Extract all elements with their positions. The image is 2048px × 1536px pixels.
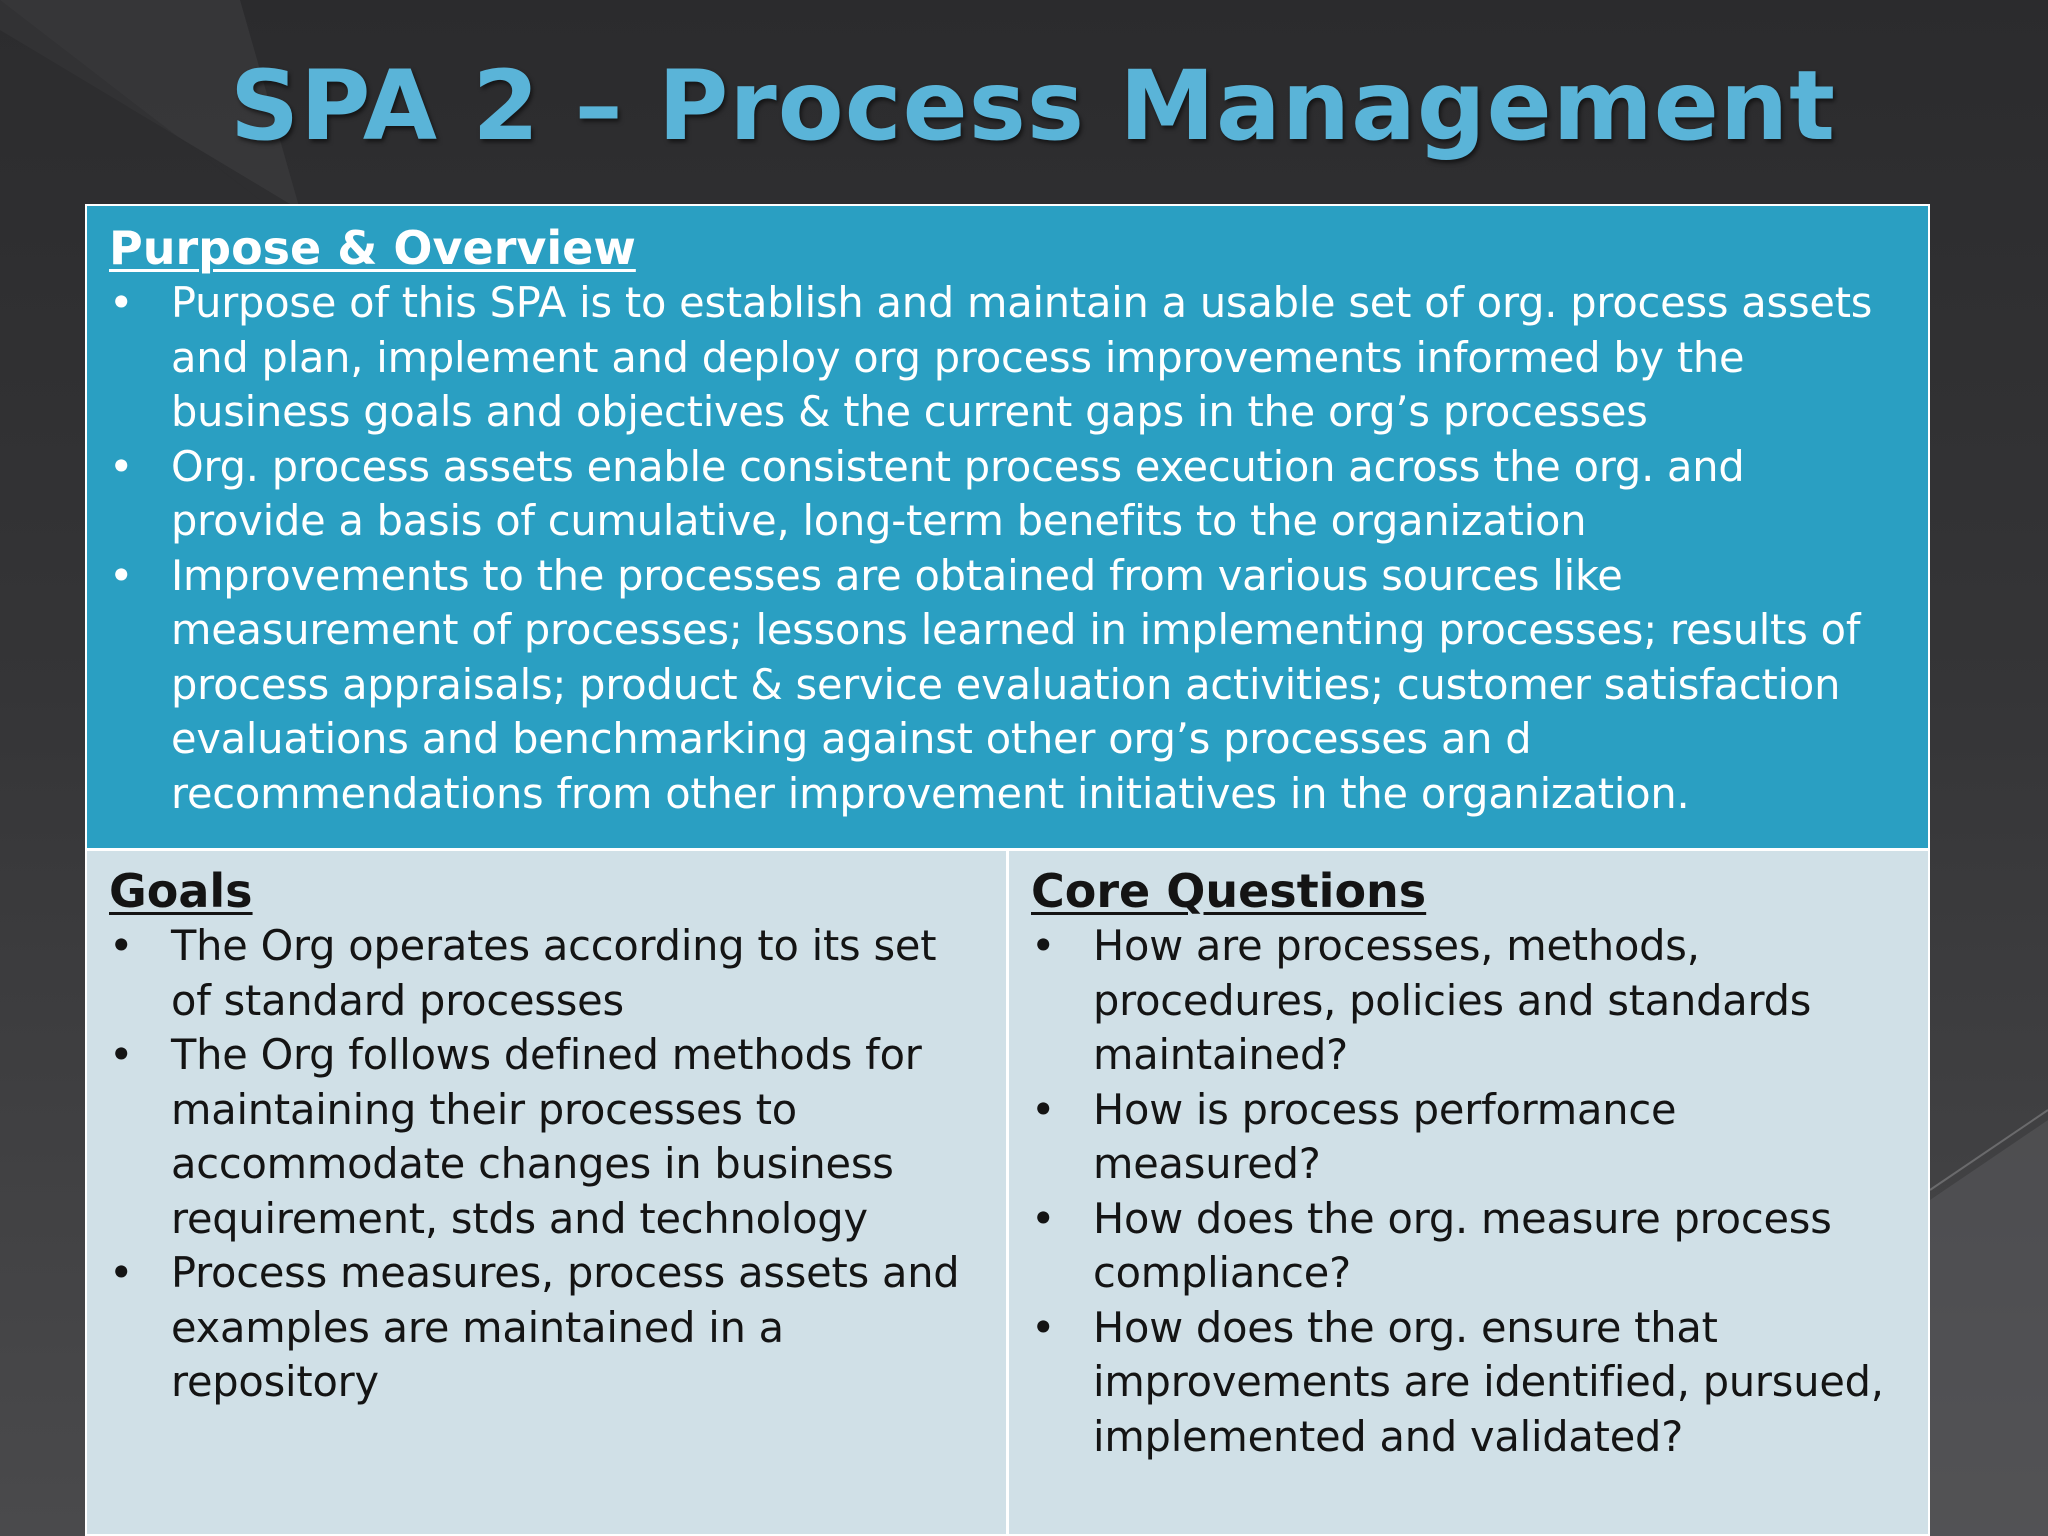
list-item: • Org. process assets enable consistent process execution across the org. and provide a basis of cumulative, long-term benefits to the organization <box>109 440 1906 549</box>
list-item: • Improvements to the processes are obtained from various sources like measurement of processes; lessons learned in implementing processes; results of process appraisals; product & service evaluation activities; customer satisfaction evaluations and benchmarking against other org’s processes an d recommendations from other improvement initiatives in the organization. <box>109 549 1906 822</box>
list-item: • How are processes, methods, procedures, policies and standards maintained? <box>1031 919 1906 1083</box>
goals-heading: Goals <box>109 864 253 918</box>
purpose-overview-cell <box>87 206 1928 851</box>
list-item: • How does the org. measure process compliance? <box>1031 1192 1906 1301</box>
core-questions-cell <box>1009 851 1928 1534</box>
list-item: • The Org operates according to its set of standard processes <box>109 919 984 1028</box>
goals-cell <box>87 851 1009 1534</box>
list-item: • The Org follows defined methods for maintaining their processes to accommodate changes in business requirement, stds and technology <box>109 1028 984 1246</box>
purpose-overview-heading: Purpose & Overview <box>109 221 636 275</box>
core-questions-heading: Core Questions <box>1031 864 1427 918</box>
core-questions-list <box>1031 919 1906 1464</box>
list-item: • Process measures, process assets and examples are maintained in a repository <box>109 1246 984 1410</box>
bottom-row <box>87 851 1928 1534</box>
purpose-overview-list <box>109 276 1906 821</box>
goals-list <box>109 919 984 1410</box>
content-table <box>85 204 1930 1536</box>
slide-title: SPA 2 – Process Management <box>230 50 1837 162</box>
list-item: • How does the org. ensure that improvements are identified, pursued, implemented and validated? <box>1031 1301 1906 1465</box>
list-item: • Purpose of this SPA is to establish and maintain a usable set of org. process assets and plan, implement and deploy org process improvements informed by the business goals and objectives & the current gaps in the org’s processes <box>109 276 1906 440</box>
list-item: • How is process performance measured? <box>1031 1083 1906 1192</box>
